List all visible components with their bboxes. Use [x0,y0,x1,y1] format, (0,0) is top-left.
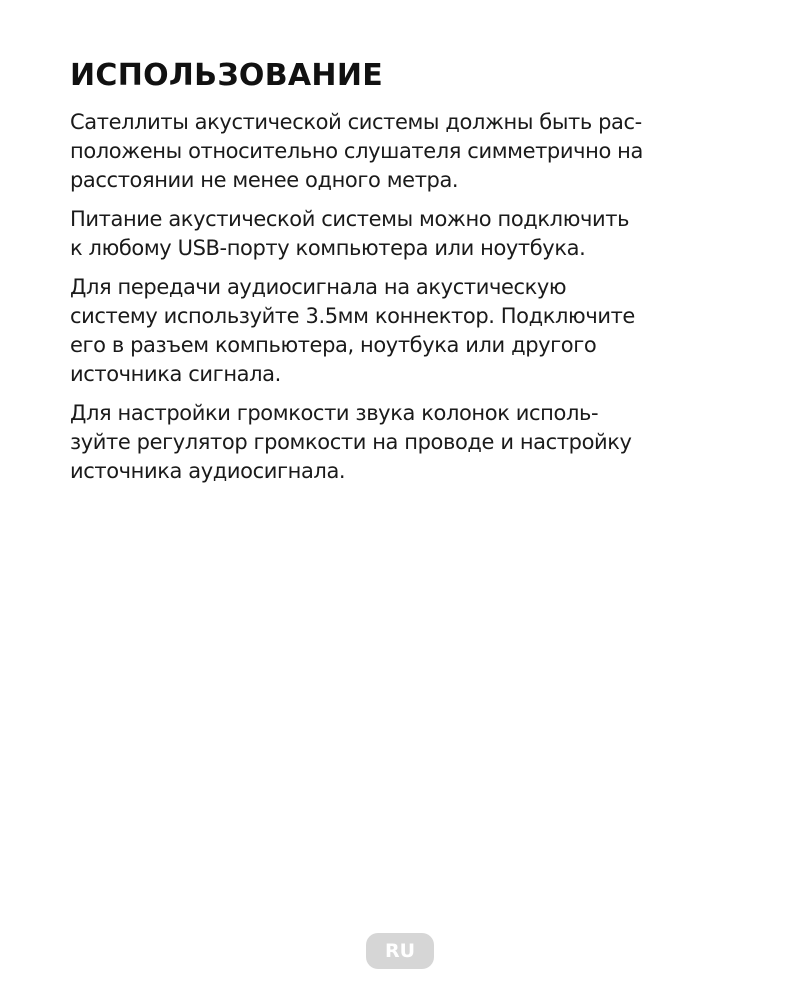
paragraph-audio-input [70,273,750,389]
text-line: зуйте регулятор громкости на проводе и настройку [70,430,632,454]
text-line: источника сигнала. [70,362,281,386]
text-line: к любому USB-порту компьютера или ноутбука. [70,236,586,260]
text-line: Сателлиты акустической системы должны быть рас- [70,110,642,134]
text-line: источника аудиосигнала. [70,459,346,483]
text-line: Питание акустической системы можно подключить [70,207,630,231]
language-badge: RU [366,933,434,969]
section-title: ИСПОЛЬЗОВАНИЕ [70,58,384,93]
text-line: Для передачи аудиосигнала на акустическую [70,275,567,299]
text-line: систему используйте 3.5мм коннектор. Подключите [70,304,635,328]
paragraph-power [70,205,750,263]
text-line: расстоянии не менее одного метра. [70,168,459,192]
text-line: его в разъем компьютера, ноутбука или другого [70,333,597,357]
text-line: положены относительно слушателя симметрично на [70,139,643,163]
text-line: Для настройки громкости звука колонок исполь- [70,401,599,425]
document-page [70,52,750,496]
paragraph-volume [70,399,750,486]
paragraph-placement [70,108,750,195]
